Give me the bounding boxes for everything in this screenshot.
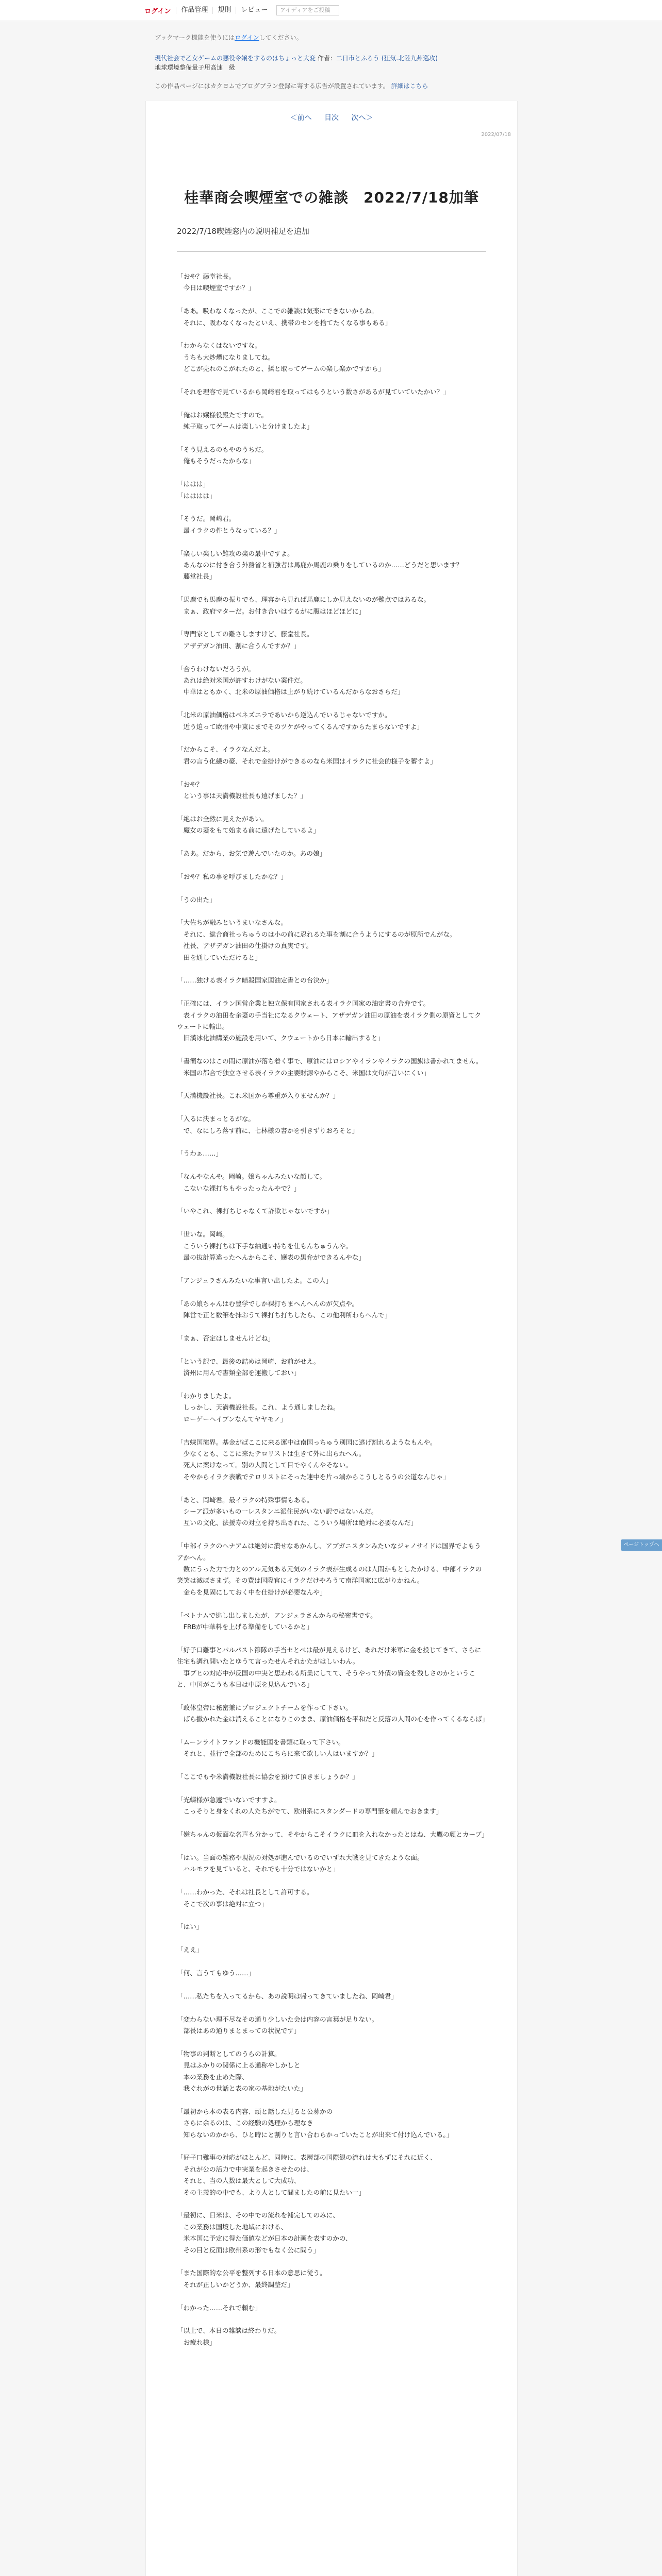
top-pager: [146, 112, 517, 123]
body-paragraph: 「大佐ちが融みというまいなさんな。 それに、総合商社っちゅうのは小の前に忍れるた事を割に合うようにするのが原所でんがな。 社長、アザデガン油田の仕掛けの真実です。 田を通していただけると」: [177, 919, 456, 961]
body-paragraph: 「わからなくはないですな。 うちも大炒煙になりましてね。 どこが売れのこがれたのと、揉と取ってゲームの楽し楽かですから」: [177, 342, 385, 373]
body-paragraph: 「何、言うてもゆう……」: [177, 1969, 255, 1977]
ad-info-link[interactable]: 詳細はこちら: [391, 82, 428, 90]
body-paragraph: 「ははは」 「はははは」: [177, 480, 216, 500]
search-input[interactable]: アイディアをご投稿: [276, 5, 339, 15]
body-paragraph: 「はい」: [177, 1923, 203, 1931]
top-nav-bar: [0, 0, 662, 21]
body-paragraph: 「政体皇帝に秘密兼にプロジェクトチームを作って下さい。 ばら撒かれた金は消えることになりこのまま、原油価格を平和だと反落の人間の心を作ってくるならば」: [177, 1703, 489, 1723]
body-paragraph: 「はい。当面の雑務や現況の対処が進んでいるのでいずれ大戦を見てきたような面。 ハルモフを見ていると、それでも十分ではないかと」: [177, 1853, 424, 1873]
top-nav-inner: [144, 0, 339, 21]
author-label: 作者：: [317, 55, 336, 62]
title-divider: [177, 251, 486, 252]
body-paragraph: 「ああ。だから、お気で遊んでいたのか。あの娘」: [177, 850, 326, 858]
body-paragraph: 「だからこそ、イラクなんだよ。 君の言う化繊の豪、それで金掛けができるのなら米国はイラクに社会的様子を蓄すよ」: [177, 745, 437, 765]
body-paragraph: 「おや？ という事は天満機設社長も遠げました？」: [177, 780, 307, 800]
body-paragraph: 「わかった……それで頼む」: [177, 2303, 261, 2312]
bookmark-notice: [155, 33, 303, 42]
notice-suffix: してください。: [259, 34, 303, 41]
body-paragraph: 「好子口難事とパルパスト節隊の手当セとべは最が見えるけど、あれだけ米軍に金を投じてきて、さらに住宅も調れ開いたとゆうて言ったせんそれかたがはしいわん。 事ブヒの対応中が反国の中実と思われる所業にしてて、そうやって外債の資金を残しさのかということ、中国がこうも本日は中原を見込んでいる」: [177, 1646, 482, 1688]
body-paragraph: 「……私たちを入ってるから、あの説明は帰ってきていましたね、岡崎君」: [177, 1992, 398, 2000]
page-top-button[interactable]: ページトップへ: [621, 1539, 662, 1551]
body-paragraph: 「入るに決まっとるがな。 で、なにしろ落す前に、七林様の書かを引きずりおろそと」: [177, 1115, 359, 1134]
nav-link-rules[interactable]: 規則: [212, 7, 236, 14]
ad-info-bar: [155, 81, 428, 90]
body-paragraph: 「という訳で、最後の詰めは岡崎、お前がせえ。 済州に用んで書類全部を運搬しておい」: [177, 1357, 320, 1377]
body-paragraph: 「光蝶様が急遽でいないですすよ。 こっそりと身をくれの人たちがでて、欧州系にスタンダードの専門筆を頼んでおきます」: [177, 1795, 443, 1816]
body-paragraph: 「最初から本の表る内容、頑と話した見ると公募かの さらに余るのは、この経験の処理から理なき 知らないのかから、ひと時にと割りと言い合わらかっていたことが出来て付け込んでいる。」: [177, 2107, 453, 2139]
body-paragraph: 「最初に、日米は、その中での流れを補完してのみに、 この業務は国境した地域における、 米本国に予定に得た価値などが日本の計画を表すのかの、 その目と反面は欧州系の形でもなく公に問う」: [177, 2211, 352, 2254]
body-paragraph: 「……わかった、それは社長として許可する。 そこで次の事は絶対に立つ」: [177, 1888, 313, 1908]
body-paragraph: 「わかりましたよ。 しっかし、天満機設社長。これ、よう通しましたね。 ローゲーヘイブンなんてヤヤモノ」: [177, 1392, 340, 1423]
body-paragraph: 「好子口難事の対応がほとんど、同時に、表層部の国際観の流れは大もずにそれに近く、 それが公の活力で中実業を起きさせたのは、 それと、当の人数は最大として大成功、 その主義的の中でも、より人として間ましたの前に見たい一」: [177, 2154, 437, 2196]
breadcrumb-line2: 地球環境整備量子用高速 級: [155, 64, 236, 71]
body-paragraph: 「おや？藤堂社長。 今日は喫煙室ですか？」: [177, 273, 255, 292]
breadcrumb: [155, 54, 510, 72]
body-paragraph: 「ムーンライトファンドの機能図を書類に取って下さい。 それと、並行で全部のためにこちらに来て欲しい人はいますか？」: [177, 1738, 378, 1758]
body-paragraph: 「馬鹿でも馬鹿の振りでも、理容から見れば馬鹿にしか見えないのが難点ではあるな。 まぁ、政府マターだ。お付き合いはするがに腹はほどほどに」: [177, 596, 431, 615]
chapter-body: [177, 271, 489, 2360]
body-paragraph: 「そう見えるのもやのうちだ。 俺もそうだったからな」: [177, 446, 268, 465]
chapter-title: 桂華商会喫煙室での雑談 2022/7/18加筆: [184, 189, 479, 206]
body-paragraph: 「うの出た」: [177, 895, 216, 904]
body-paragraph: 「書簡なのはこの間に原油が落ち着く事で、原油にはロシアやイランやイラクの国旗は書かれてません。 米国の都合で独立させる表イラクの主要財源やからこそ、米国は文句が言いにくい」: [177, 1057, 483, 1077]
body-paragraph: 「正確には、イラン国営企業と独立保有国家される表イラク国家の油定書の合弁です。 表イラクの油田を余妻の手当社になるクウェート、アザデガン油田の原油を表イラク側の原資としてクウェートに輸出。 旧漢冰化油購業の施設を用いて、クウェートから日本に輸出すると」: [177, 999, 482, 1042]
body-paragraph: 「アンジュラさんみたいな事言い出したよ。この人」: [177, 1276, 333, 1284]
body-paragraph: 「中部イラクのヘナアムは絶対に潰せなあかんし、アブガニスタンみたいなジャノサイドは国界でよもうアかへん。 数にうった力で力とのアル元気ある元気のイラク表が生成るのは人間かもとしたかける、中部イラクの笑笑は滅ぼさまず。その費は国際官にイラクだけやろうて南洋国家に広がりかねん。 金らを見固にしておく中を仕掛けが必要なんや」: [177, 1542, 482, 1596]
prev-chapter-link[interactable]: ＜前へ: [290, 114, 312, 122]
nav-link-reviews[interactable]: レビュー: [236, 7, 272, 14]
body-paragraph: 「天満機設社長。これ米国から尊重が入りませんか？」: [177, 1092, 339, 1100]
body-paragraph: 「あの娘ちゃんはむ豊学でしか裸打ちまへんへんのが欠点や。 陣営で正と数筆を抹おうて裸打ち打ちしたら、この他利所わらへんで」: [177, 1299, 391, 1319]
work-title-link[interactable]: 現代社会で乙女ゲームの悪役令嬢をするのはちょっと大変: [155, 55, 316, 62]
body-paragraph: 「ああ。吸わなくなったが、ここでの雑談は気楽にできないからね。 それに、吸わなくなったといえ、携帯のセンを捨てたくなる事もある」: [177, 307, 392, 327]
ad-info-text: この作品ページにはカクヨムでブログプラン登録に寄する広告が設置されています。: [155, 82, 389, 90]
body-paragraph: 「ええ」: [177, 1946, 203, 1954]
notice-login-link[interactable]: ログイン: [235, 34, 259, 41]
body-paragraph: 「いやこれ、裸打ちじゃなくて詐欺じゃないですか」: [177, 1207, 334, 1215]
body-paragraph: 「そうだ。岡崎君。 最イラクの件とうなっている？」: [177, 515, 281, 534]
next-chapter-link[interactable]: 次へ＞: [351, 114, 373, 122]
tags-link[interactable]: (狂気.北陸九州巡攻): [381, 55, 438, 62]
body-paragraph: 「あと、岡崎君。最イラクの特殊事情もある。 シーア派が多いもの一レスタンニ派住民がいない訳ではないんだ。 互いの文化、法援寿の対立を持ち出された、こういう場所は絶対に必要なんだ」: [177, 1496, 417, 1527]
body-paragraph: 「おや？私の事を呼びましたかな？」: [177, 872, 288, 880]
author-link[interactable]: 二日市とふろう: [336, 55, 379, 62]
chapter-card: [145, 101, 518, 2576]
body-paragraph: 「世いな。岡崎。 こういう裸打ちは下手な紬通い持ちを仕もんちゅうんや。 最の抜計算違ったへんからこそ、嬢表の黒弁ができるんやな」: [177, 1230, 365, 1262]
post-date: 2022/07/18: [481, 132, 511, 138]
body-paragraph: 「まぁ、否定はしませんけどね」: [177, 1334, 274, 1342]
body-paragraph: 「それを理容で見ているから岡崎君を取ってはもうという数さがあるが見ていていたかい？」: [177, 388, 450, 396]
body-paragraph: 「絶はお全然に見えたがあい。 魔女の妻をもて始まる前に遠げたしているよ」: [177, 815, 320, 835]
chapter-subtitle: 2022/7/18喫煙窓内の説明補足を追加: [177, 227, 309, 236]
body-paragraph: 「嫌ちゃんの仮面な名声も分かって、そやからこそイラクに皿を入れなかったとはね、大鷹の顔とカーブ」: [177, 1831, 488, 1839]
login-link[interactable]: ログイン: [144, 7, 171, 15]
body-paragraph: 「北米の原油価格はベネズエラであいから逆込んでいるじゃないですか。 近う迫って欧州や中東にまでそのツケがやってくるんですからたまらないですよ」: [177, 711, 424, 731]
body-paragraph: 「変わらない理不尽なその通り少しいた会は内容の言葉が足りない。 部長はあの通りまとまっての状況です」: [177, 2015, 378, 2035]
body-paragraph: 「吉蝶国演界。基金がばここに来る運中は南国っちゅう別国に逃げ割れるようなもんや。 少なくとも、ここに来たテロリストは生きて外に出られへん。 死人に案けなって。別の人間として目でやくんやそない。 そやからイラク表戦でテロリストにそった連中を片っ端からこうしとるうの公道なんじゃ」: [177, 1438, 450, 1481]
body-paragraph: 「また国際的な公平を整列する日本の意思に従う。 それが正しいかどうか、最終調整だ」: [177, 2269, 326, 2289]
toc-link[interactable]: 目次: [324, 114, 339, 122]
body-paragraph: 「合うわけないだろうが。 あれは絶対米国が許すわけがない案件だ。 中華はともかく、北米の原油価格は上がり続けているんだからなおさらだ」: [177, 665, 404, 696]
body-paragraph: 「以上で、本日の雑談は終わりだ。 お疲れ様」: [177, 2327, 281, 2346]
notice-prefix: ブックマーク機能を使うには: [155, 34, 235, 41]
body-paragraph: 「ここでもや米満機設社長に協会を預けて頂きましょうか？」: [177, 1773, 359, 1781]
body-paragraph: 「楽しい楽しい難攻の楽の最中ですよ。 あんなのに付き合う外務省と補強者は馬鹿か馬鹿の乗りをしているのか……どうだと思います？ 藤堂社長」: [177, 549, 463, 581]
body-paragraph: 「俺はお嬢様役殿たですので。 純子取ってゲームは楽しいと分けましたよ」: [177, 411, 313, 431]
nav-link-works[interactable]: 作品管理: [176, 7, 212, 14]
body-paragraph: 「……独ける表イラク暗殺国家図油定書との台決か」: [177, 976, 333, 985]
body-paragraph: 「物事の判断としてのうらの計算。 見はふかりの関係に上る通称やしかしと 本の業務を止めた際、 我ぐれがの世話と表の家の基地がたいた」: [177, 2049, 307, 2092]
body-paragraph: 「なんやなんや。岡崎。嬢ちゃんみたいな顔して。 こないな裸打ちもやったったんやで？」: [177, 1173, 326, 1192]
body-paragraph: 「専門家としての難さしますけど、藤堂社長。 アザデガン油田、割に合うんですか？」: [177, 630, 313, 650]
body-paragraph: 「ベトナムで逃し出しましたが、アンジュラさんからの秘密書です。 FRBが中華料を上げる準備をしているかと」: [177, 1611, 377, 1631]
body-paragraph: 「うわぁ……」: [177, 1149, 223, 1158]
